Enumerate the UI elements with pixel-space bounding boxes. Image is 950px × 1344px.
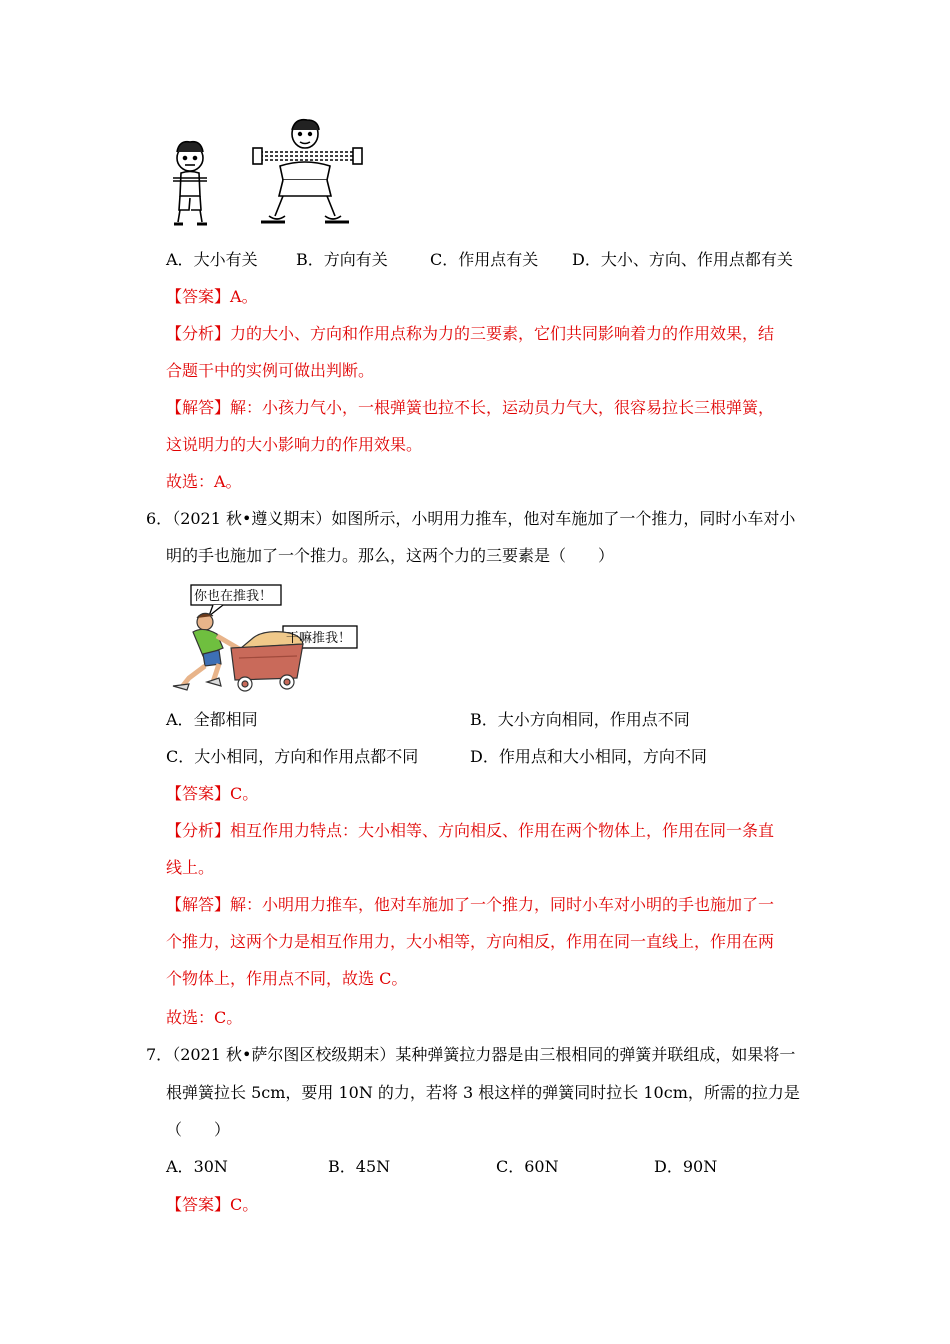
q5-analysis-line1 (166, 324, 774, 344)
q7-option-b[interactable] (328, 1157, 390, 1177)
q7-option-c[interactable] (496, 1157, 559, 1177)
solution-tag: 【解答】 (166, 895, 231, 914)
option-text: 90N (682, 1157, 718, 1176)
analysis-tag: 【分析】 (166, 821, 231, 840)
speech-bubble-cart: 干嘛推我！ (286, 631, 352, 646)
option-text: 作用点有关 (458, 250, 539, 269)
option-text: 大小有关 (193, 250, 258, 269)
option-text: 30N (193, 1157, 228, 1176)
answer-tag: 【答案】 (166, 287, 231, 306)
answer-text: A。 (230, 287, 258, 306)
q6-analysis-line1 (166, 821, 774, 841)
question-number: 6． (146, 509, 173, 528)
q6-option-c[interactable] (166, 747, 418, 767)
option-text: 45N (355, 1157, 391, 1176)
q5-solution-line2: 这说明力的大小影响力的作用效果。 (166, 435, 423, 454)
q6-choose: 故选：C。 (166, 1008, 243, 1027)
q6-solution-line2: 个推力，这两个力是相互作用力，大小相等，方向相反，作用在同一直线上，作用在两 (166, 932, 775, 951)
option-key: A． (166, 250, 194, 269)
q5-option-d[interactable] (572, 250, 793, 270)
option-text: 大小方向相同，作用点不同 (497, 710, 690, 729)
q5-option-a[interactable] (166, 250, 258, 270)
q7-option-d[interactable] (654, 1157, 717, 1177)
q5-option-c[interactable] (430, 250, 538, 270)
answer-tag: 【答案】 (166, 784, 231, 803)
option-text: 大小相同，方向和作用点都不同 (194, 747, 419, 766)
speech-bubble-boy: 你也在推我！ (194, 589, 273, 604)
analysis-text: 相互作用力特点：大小相等、方向相反、作用在两个物体上，作用在同一条直 (230, 821, 775, 840)
q6-analysis-line2: 线上。 (166, 858, 215, 877)
analysis-tag: 【分析】 (166, 324, 231, 343)
option-text: 大小、方向、作用点都有关 (600, 250, 793, 269)
option-key: D． (572, 250, 601, 269)
option-key: C． (430, 250, 459, 269)
option-text: 作用点和大小相同，方向不同 (498, 747, 707, 766)
q6-option-b[interactable] (470, 710, 690, 730)
q7-option-a[interactable] (166, 1157, 228, 1177)
q6-stem-line2: 明的手也施加了一个推力。那么，这两个力的三要素是（ ） (166, 546, 615, 565)
solution-text: 解：小明用力推车，他对车施加了一个推力，同时小车对小明的手也施加了一 (230, 895, 775, 914)
option-text: 全都相同 (193, 710, 258, 729)
q7-answer (166, 1195, 258, 1215)
q6-solution-line1 (166, 895, 774, 915)
option-text: 方向有关 (323, 250, 388, 269)
option-key: C． (166, 747, 195, 766)
q7-stem-line2: 根弹簧拉长 5cm，要用 10N 的力，若将 3 根这样的弹簧同时拉长 10cm，所需的拉力是 (166, 1083, 800, 1102)
option-key: B． (470, 710, 498, 729)
solution-tag: 【解答】 (166, 398, 231, 417)
q6-option-d[interactable] (470, 747, 707, 767)
q5-choose: 故选：A。 (166, 472, 242, 491)
option-text: 60N (524, 1157, 559, 1176)
q6-solution-line3: 个物体上，作用点不同，故选 C。 (166, 969, 408, 988)
q7-stem-line1 (146, 1045, 795, 1065)
option-key: A． (166, 1157, 194, 1176)
question-stem: （2021 秋•萨尔图区校级期末）某种弹簧拉力器是由三根相同的弹簧并联组成，如果将一 (172, 1045, 796, 1064)
q5-answer (166, 287, 258, 307)
question-stem: （2021 秋•遵义期末）如图所示，小明用力推车，他对车施加了一个推力，同时小车对小 (172, 509, 796, 528)
solution-text: 解：小孩力气小，一根弹簧也拉不长，运动员力气大，很容易拉长三根弹簧， (230, 398, 775, 417)
option-key: C． (496, 1157, 525, 1176)
option-key: B． (296, 250, 324, 269)
q6-option-a[interactable] (166, 710, 258, 730)
answer-text: C。 (230, 1195, 259, 1214)
q7-stem-line3: （ ） (166, 1120, 231, 1139)
spring-expander-figure (165, 118, 380, 230)
answer-tag: 【答案】 (166, 1195, 231, 1214)
q6-stem-line1 (146, 509, 795, 529)
option-key: D． (654, 1157, 683, 1176)
answer-text: C。 (230, 784, 259, 803)
option-key: B． (328, 1157, 356, 1176)
option-key: D． (470, 747, 499, 766)
q5-analysis-line2: 合题干中的实例可做出判断。 (166, 361, 375, 380)
analysis-text: 力的大小、方向和作用点称为力的三要素，它们共同影响着力的作用效果，结 (230, 324, 775, 343)
question-number: 7． (146, 1045, 173, 1064)
q6-answer (166, 784, 258, 804)
option-key: A． (166, 710, 194, 729)
q5-solution-line1 (166, 398, 774, 418)
q5-option-b[interactable] (296, 250, 388, 270)
